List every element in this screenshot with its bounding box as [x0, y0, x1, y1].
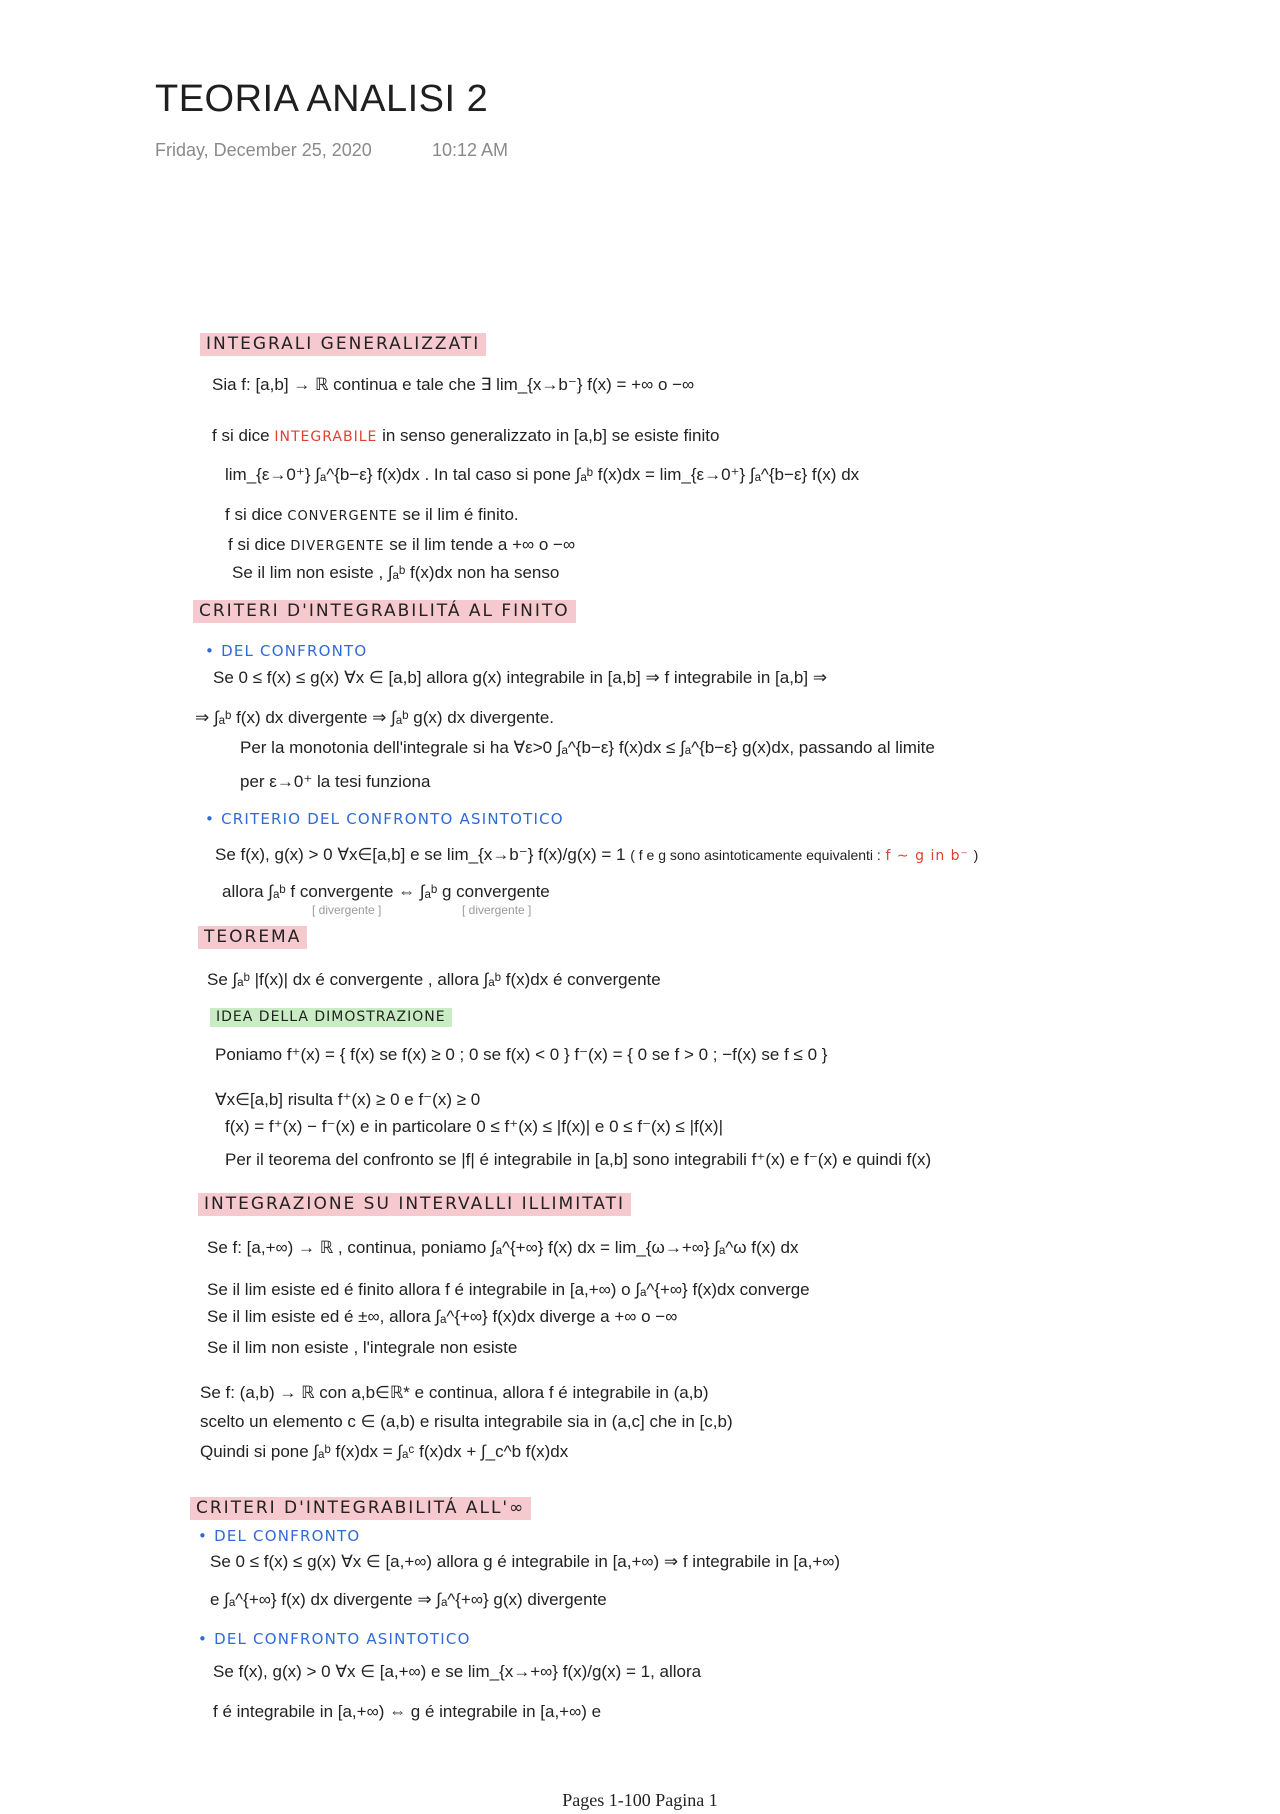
note-line: f si dice DIVERGENTE se il lim tende a +∞ o −∞	[228, 535, 576, 554]
note-line: Se il lim esiste ed é ±∞, allora ∫ₐ^{+∞} f(x)dx diverge a +∞ o −∞	[207, 1307, 678, 1326]
note-line: Se f: [a,+∞) → ℝ , continua, poniamo ∫ₐ^{+∞} f(x) dx = lim_{ω→+∞} ∫ₐ^ω f(x) dx	[207, 1238, 799, 1257]
note-line: f si dice INTEGRABILE in senso generalizzato in [a,b] se esiste finito	[212, 426, 720, 445]
note-line: per ε→0⁺ la tesi funziona	[240, 772, 431, 791]
note-line: lim_{ε→0⁺} ∫ₐ^{b−ε} f(x)dx . In tal caso si pone ∫ₐᵇ f(x)dx = lim_{ε→0⁺} ∫ₐ^{b−ε} f(x) dx	[225, 465, 860, 484]
note-date: Friday, December 25, 2020	[155, 140, 372, 160]
keyword-integrabile: INTEGRABILE	[274, 429, 378, 445]
note-line: Se il lim esiste ed é finito allora f é integrabile in [a,+∞) o ∫ₐ^{+∞} f(x)dx converge	[207, 1280, 810, 1299]
note-line: Poniamo f⁺(x) = { f(x) se f(x) ≥ 0 ; 0 se f(x) < 0 } f⁻(x) = { 0 se f > 0 ; −f(x) se f ≤ 0 }	[215, 1045, 828, 1064]
note-line: [ divergente ]	[462, 903, 532, 917]
note-line: e ∫ₐ^{+∞} f(x) dx divergente ⇒ ∫ₐ^{+∞} g(x) divergente	[210, 1590, 607, 1609]
subheading-del-confronto-asintotico: • DEL CONFRONTO ASINTOTICO	[198, 1630, 471, 1648]
page-footer: Pages 1-100 Pagina 1	[562, 1790, 718, 1810]
note-line: Se f: (a,b) → ℝ con a,b∈ℝ* e continua, allora f é integrabile in (a,b)	[200, 1383, 709, 1402]
note-line: Quindi si pone ∫ₐᵇ f(x)dx = ∫ₐᶜ f(x)dx + ∫_c^b f(x)dx	[200, 1442, 569, 1461]
subheading-criterio-confronto-asintotico: • CRITERIO DEL CONFRONTO ASINTOTICO	[205, 810, 564, 828]
note-line: Se il lim non esiste , ∫ₐᵇ f(x)dx non ha senso	[232, 563, 560, 582]
asymptotic-equivalence-note: f ∼ g in b⁻	[885, 848, 969, 864]
section-heading-criteri-finito: CRITERI D'INTEGRABILITÁ AL FINITO	[193, 600, 576, 623]
subheading-del-confronto: • DEL CONFRONTO	[198, 1527, 361, 1545]
note-line: Se il lim non esiste , l'integrale non esiste	[207, 1338, 518, 1357]
note-line: scelto un elemento c ∈ (a,b) e risulta integrabile sia in (a,c] che in [c,b)	[200, 1412, 733, 1431]
note-line: Se f(x), g(x) > 0 ∀x∈[a,b] e se lim_{x→b⁻} f(x)/g(x) = 1 ( f e g sono asintoticamente equivalenti : f ∼ g in b⁻ )	[215, 845, 979, 864]
subheading-idea-dimostrazione: IDEA DELLA DIMOSTRAZIONE	[210, 1008, 452, 1027]
note-line: ∀x∈[a,b] risulta f⁺(x) ≥ 0 e f⁻(x) ≥ 0	[215, 1090, 481, 1109]
note-line: Sia f: [a,b] → ℝ continua e tale che ∃ lim_{x→b⁻} f(x) = +∞ o −∞	[212, 375, 695, 394]
section-heading-criteri-infinito: CRITERI D'INTEGRABILITÁ ALL'∞	[190, 1497, 531, 1520]
note-line: f(x) = f⁺(x) − f⁻(x) e in particolare 0 ≤ f⁺(x) ≤ |f(x)| e 0 ≤ f⁻(x) ≤ |f(x)|	[225, 1117, 723, 1136]
note-line: f é integrabile in [a,+∞) ⇔ g é integrabile in [a,+∞) e	[213, 1702, 602, 1721]
note-line: ⇒ ∫ₐᵇ f(x) dx divergente ⇒ ∫ₐᵇ g(x) dx divergente.	[195, 708, 555, 727]
note-line: Se ∫ₐᵇ |f(x)| dx é convergente , allora ∫ₐᵇ f(x)dx é convergente	[207, 970, 661, 989]
note-line: Se 0 ≤ f(x) ≤ g(x) ∀x ∈ [a,+∞) allora g é integrabile in [a,+∞) ⇒ f integrabile in [a,+∞)	[210, 1552, 841, 1571]
note-line: f si dice CONVERGENTE se il lim é finito.	[225, 505, 519, 524]
note-time: 10:12 AM	[432, 140, 509, 160]
subheading-del-confronto: • DEL CONFRONTO	[205, 642, 368, 660]
section-heading-integrazione-illimitati: INTEGRAZIONE SU INTERVALLI ILLIMITATI	[198, 1193, 631, 1216]
note-line: Se f(x), g(x) > 0 ∀x ∈ [a,+∞) e se lim_{x→+∞} f(x)/g(x) = 1, allora	[213, 1662, 702, 1681]
note-line: Se 0 ≤ f(x) ≤ g(x) ∀x ∈ [a,b] allora g(x) integrabile in [a,b] ⇒ f integrabile in [a,b] ⇒	[213, 668, 828, 687]
section-heading-integrali-generalizzati: INTEGRALI GENERALIZZATI	[200, 333, 486, 356]
section-heading-teorema: TEOREMA	[198, 926, 307, 949]
note-line: [ divergente ]	[312, 903, 382, 917]
note-line: Per il teorema del confronto se |f| é integrabile in [a,b] sono integrabili f⁺(x) e f⁻(x) e quindi f(x)	[225, 1150, 932, 1169]
note-line: allora ∫ₐᵇ f convergente ⇔ ∫ₐᵇ g convergente	[222, 882, 550, 901]
page-title: TEORIA ANALISI 2	[155, 78, 489, 120]
note-line: Per la monotonia dell'integrale si ha ∀ε>0 ∫ₐ^{b−ε} f(x)dx ≤ ∫ₐ^{b−ε} g(x)dx, passando al limite	[240, 738, 935, 757]
